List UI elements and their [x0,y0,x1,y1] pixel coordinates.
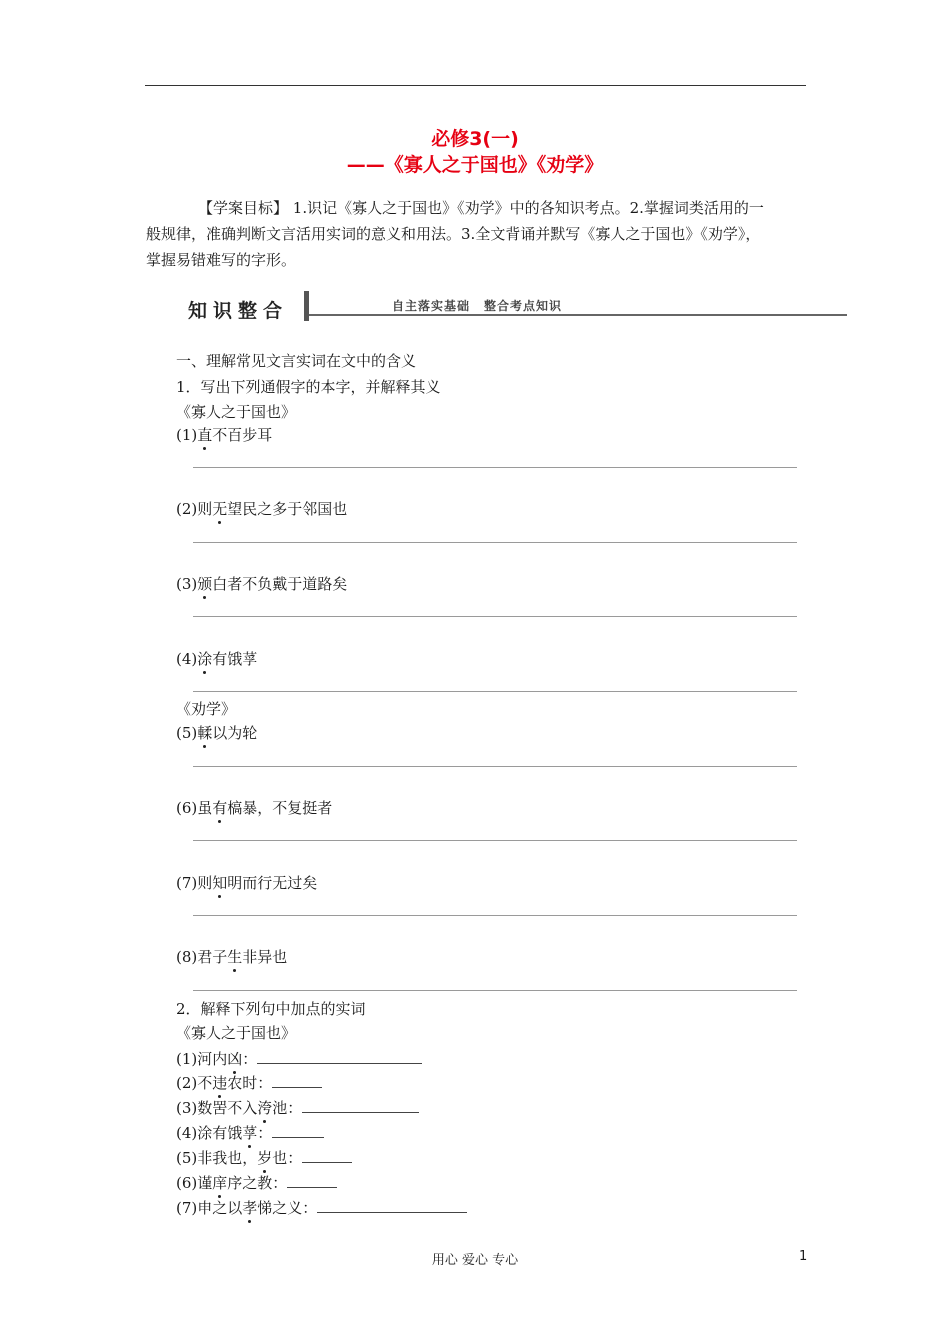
question-2: 2．解释下列句中加点的实词 [176,1000,366,1018]
answer-line[interactable] [193,467,797,468]
dotted-char: 岁 [257,1149,273,1167]
page-number: 1 [799,1249,808,1264]
fill-blank[interactable] [302,1146,352,1163]
page-title: 必修3(一) [431,128,519,150]
dotted-char: 莩 [242,1124,258,1142]
item-5: (5)輮以为轮 [176,724,258,742]
item-2-1: (1)河内凶： [176,1047,422,1069]
answer-line[interactable] [193,616,797,617]
banner-sub-2: 整合考点知识 [484,299,563,313]
dotted-char: 涂 [197,650,213,668]
dotted-char: 直 [197,426,213,444]
fill-blank[interactable] [287,1171,337,1188]
item-2-2: (2)不违农时： [176,1071,322,1093]
section-banner-title: 知识整合 [188,300,289,322]
answer-line[interactable] [193,766,797,767]
dotted-char: 违 [212,1074,228,1092]
item-4: (4)涂有饿莩 [176,650,258,668]
banner-divider [304,291,309,321]
item-8: (8)君子生非异也 [176,948,288,966]
banner-sub-1: 自主落实基础 [392,299,471,313]
item-2-6: (6)谨庠序之教： [176,1171,337,1193]
header-rule [145,85,806,86]
book-title: 《劝学》 [176,700,237,718]
answer-line[interactable] [193,691,797,692]
page-subtitle: ——《寡人之于国也》《劝学》 [346,154,604,176]
answer-line[interactable] [193,542,797,543]
answer-line[interactable] [193,915,797,916]
objectives-line-1: 1.识记《寡人之于国也》《劝学》中的各知识考点。2.掌握词类活用的一 [292,199,764,217]
item-2-5: (5)非我也，岁也： [176,1146,352,1168]
item-2: (2)则无望民之多于邻国也 [176,500,348,518]
dotted-char: 知 [212,874,228,892]
item-7: (7)则知明而行无过矣 [176,874,318,892]
item-2-3: (3)数罟不入洿池： [176,1096,419,1118]
dotted-char: 无 [212,500,228,518]
dotted-char: 輮 [197,724,213,742]
banner-underline [309,314,847,316]
fill-blank[interactable] [302,1096,419,1113]
dotted-char: 凶 [227,1050,243,1068]
item-2-4: (4)涂有饿莩： [176,1121,324,1143]
question-1: 1．写出下列通假字的本字，并解释其义 [176,378,441,396]
dotted-char: 庠 [212,1174,228,1192]
objectives-line-3: 掌握易错难写的字形。 [146,251,297,269]
dotted-char: 生 [227,948,243,966]
item-2-7: (7)申之以孝悌之义： [176,1196,467,1218]
dotted-char: 有 [212,799,228,817]
item-3: (3)颁白者不负戴于道路矣 [176,575,348,593]
answer-line[interactable] [193,840,797,841]
fill-blank[interactable] [272,1071,322,1088]
dotted-char: 颁 [197,575,213,593]
item-1: (1)直不百步耳 [176,426,273,444]
objectives-line-2: 般规律，准确判断文言活用实词的意义和用法。3.全文背诵并默写《寡人之于国也》《劝学》， [146,225,761,243]
item-6: (6)虽有槁暴，不复挺者 [176,799,333,817]
dotted-char: 洿 [257,1099,273,1117]
answer-line[interactable] [193,990,797,991]
banner-subtitle [392,297,576,314]
learning-objectives [146,195,808,273]
fill-blank[interactable] [272,1121,324,1138]
objectives-label: 【学案目标】 [198,199,289,217]
fill-blank[interactable] [317,1196,467,1213]
book-title: 《寡人之于国也》 [176,1024,297,1042]
dotted-char: 孝 [242,1199,258,1217]
book-title: 《寡人之于国也》 [176,403,297,421]
footer-text: 用心 爱心 专心 [431,1253,519,1268]
fill-blank[interactable] [257,1047,422,1064]
section-heading: 一、理解常见文言实词在文中的含义 [176,352,417,370]
